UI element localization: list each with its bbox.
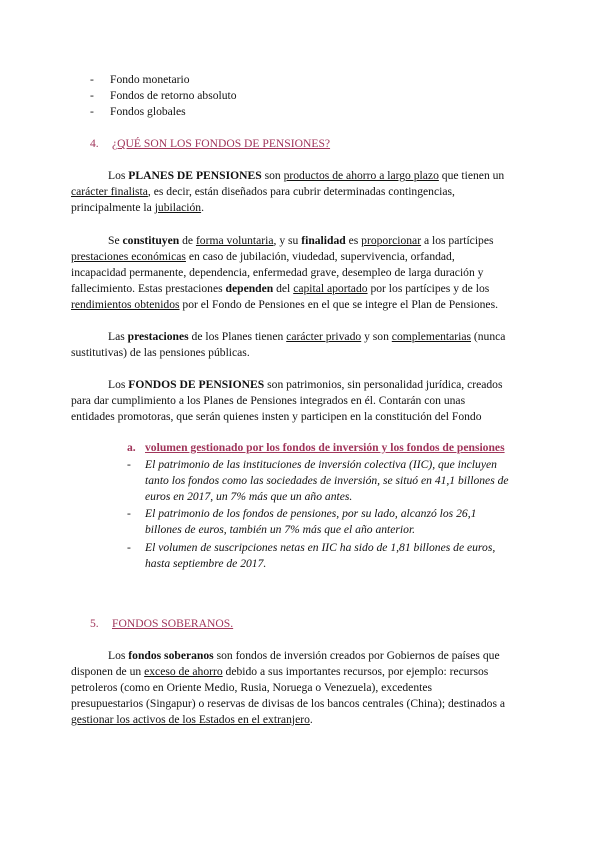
- paragraph-2-line: rendimientos obtenidos por el Fondo de Pensiones en el que se integre el Plan de Pensiones.: [71, 298, 498, 311]
- paragraph-2-line: prestaciones económicas en caso de jubilación, viudedad, supervivencia, orfandad,: [71, 250, 455, 263]
- paragraph-1-line: Los PLANES DE PENSIONES son productos de ahorro a largo plazo que tienen un: [108, 169, 505, 182]
- paragraph-1-line: principalmente la jubilación.: [71, 201, 204, 214]
- section-4-title: ¿QUÉ SON LOS FONDOS DE PENSIONES?: [112, 137, 331, 150]
- bullet-item: Fondos globales: [110, 105, 186, 118]
- paragraph-3-line: Las prestaciones de los Planes tienen carácter privado y son complementarias (nunca: [108, 330, 506, 343]
- paragraph-2-line: fallecimiento. Estas prestaciones dependen del capital aportado por los partícipes y de los: [71, 282, 490, 295]
- bullet-dash: -: [90, 105, 94, 118]
- paragraph-2-line: Se constituyen de forma voluntaria, y su finalidad es proporcionar a los partícipes: [108, 234, 494, 247]
- stat-dash: -: [127, 541, 131, 554]
- stat-line: billones de euros, también un 7% más que el año anterior.: [145, 523, 416, 536]
- paragraph-2-line: incapacidad permanente, dependencia, enfermedad grave, desempleo de larga duración y: [71, 266, 484, 279]
- section-5-number: 5.: [90, 617, 99, 630]
- paragraph-4-line: Los FONDOS DE PENSIONES son patrimonios, sin personalidad jurídica, creados: [108, 378, 503, 391]
- bullet-item: Fondos de retorno absoluto: [110, 89, 237, 102]
- stat-line: El volumen de suscripciones netas en IIC ha sido de 1,81 billones de euros,: [145, 541, 496, 554]
- section-5-title: FONDOS SOBERANOS.: [112, 617, 234, 630]
- paragraph-3-line: sustitutivas) de las pensiones públicas.: [71, 346, 250, 359]
- stat-line: tanto los fondos como las sociedades de inversión, se situó en 41,1 billones de: [145, 474, 509, 487]
- paragraph-1-line: carácter finalista, es decir, están diseñados para cubrir determinadas contingencias,: [71, 185, 455, 198]
- paragraph-5-line: Los fondos soberanos son fondos de inversión creados por Gobiernos de países que: [108, 649, 500, 662]
- stat-dash: -: [127, 458, 131, 471]
- stat-line: El patrimonio de los fondos de pensiones, por su lado, alcanzó los 26,1: [145, 507, 477, 520]
- stat-line: euros en 2017, un 7% más que un año antes.: [145, 490, 353, 503]
- paragraph-5-line: disponen de un exceso de ahorro debido a sus importantes recursos, por ejemplo: recursos: [71, 665, 489, 678]
- paragraph-5-line: petroleros (como en Oriente Medio, Rusia, Noruega o Venezuela), excedentes: [71, 681, 432, 694]
- paragraph-4-line: para dar cumplimiento a los Planes de Pensiones integrados en él. Contarán con unas: [71, 394, 466, 407]
- stat-dash: -: [127, 507, 131, 520]
- bullet-item: Fondo monetario: [110, 73, 190, 86]
- bullet-dash: -: [90, 89, 94, 102]
- paragraph-5-line: gestionar los activos de los Estados en el extranjero.: [71, 713, 313, 726]
- stat-line: hasta septiembre de 2017.: [145, 557, 267, 570]
- subsection-letter: a.: [127, 441, 136, 454]
- subsection-title: volumen gestionado por los fondos de inversión y los fondos de pensiones: [145, 441, 505, 454]
- section-4-number: 4.: [90, 137, 99, 150]
- stat-line: El patrimonio de las instituciones de inversión colectiva (IIC), que incluyen: [145, 458, 497, 471]
- paragraph-4-line: entidades promotoras, que serán quienes insten y participen en la constitución del Fondo: [71, 410, 482, 423]
- bullet-dash: -: [90, 73, 94, 86]
- paragraph-5-line: presupuestarios (Singapur) o reservas de divisas de los bancos centrales (China); destinados a: [71, 697, 506, 710]
